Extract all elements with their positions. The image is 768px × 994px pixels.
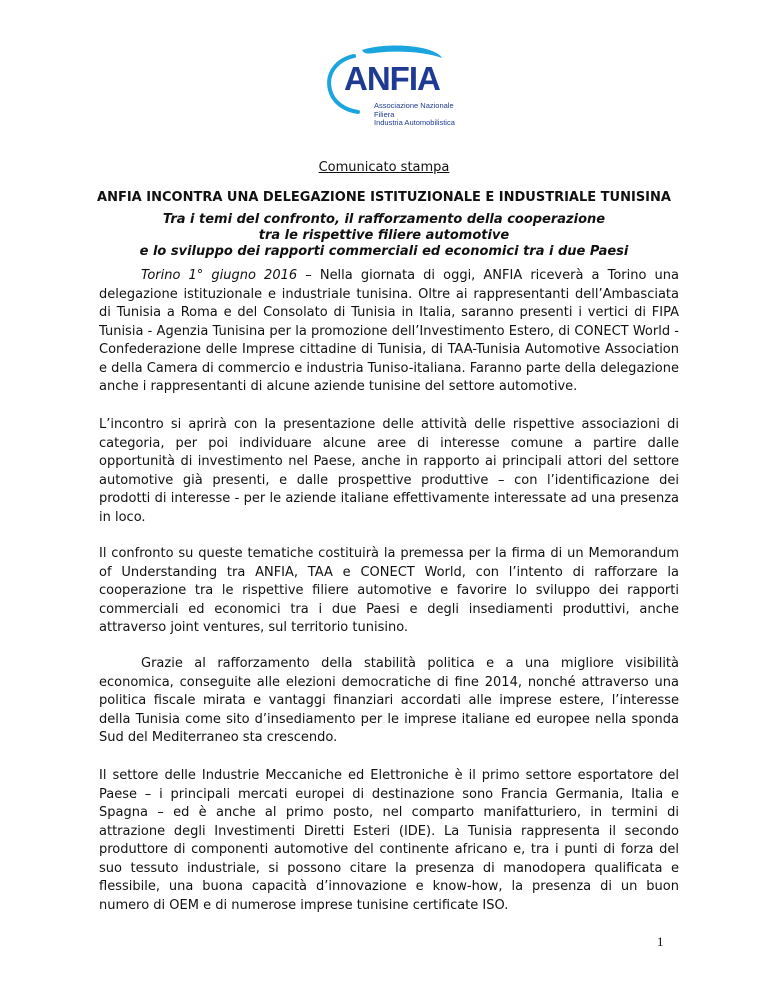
document-title: ANFIA INCONTRA UNA DELEGAZIONE ISTITUZIONALE E INDUSTRIALE TUNISINA (97, 190, 671, 205)
page-number: 1 (657, 934, 664, 949)
paragraph-meeting: L’incontro si aprirà con la presentazione delle attività delle rispettive associazioni di categoria, per poi individuare alcune aree di interesse comune a partire dalle opportunità di investimento nel Paese, anche in rapporto ai principali attori del settore automotive già presenti, e dalle prospettive produttive – con l’identificazione dei prodotti di interesse - per le aziende italiane effettivamente interessate ad una presenza in loco. (99, 417, 679, 525)
anfia-logo (318, 42, 458, 126)
document-subtitle (60, 212, 708, 260)
press-release-label: Comunicato stampa (318, 160, 450, 175)
paragraph-stability: Grazie al rafforzamento della stabilità politica e a una migliore visibilità economica, conseguite alle elezioni democratiche di fine 2014, nonché attraverso una politica fiscale mirata e vantaggi finanziari accordati alle imprese estere, l’interesse della Tunisia come sito d’insediamento per le imprese italiane ed europee nella sponda Sud del Mediterraneo sta crescendo. (99, 656, 679, 745)
paragraph-intro (99, 267, 679, 397)
subtitle-line: tra le rispettive filiere automotive (258, 228, 510, 243)
paragraph-memorandum: Il confronto su queste tematiche costituirà la premessa per la firma di un Memorandum of Understanding tra ANFIA, TAA e CONECT World, con l’intento di rafforzare la cooperazione tra le rispettive filiere automotive e favorire lo sviluppo dei rapporti commerciali ed economici tra i due Paesi e degli insediamenti produttivi, anche attraverso joint ventures, sul territorio tunisino. (99, 546, 679, 635)
logo-subtitle (374, 102, 455, 128)
logo-subtitle-line: Industria Automobilistica (374, 118, 455, 128)
paragraph-intro-text: – Nella giornata di oggi, ANFIA riceverà a Torino una delegazione istituzionale e industriale tunisina. Oltre ai rappresentanti dell’Ambasciata di Tunisia a Roma e del Consolato di Tunisia in Italia, saranno presenti i vertici di FIPA Tunisia - Agenzia Tunisina per la promozione dell’Investimento Estero, di CONECT World - Confederazione delle Imprese cittadine di Tunisia, di TAA-Tunisia Automotive Association e della Camera di commercio e industria Tuniso-italiana. Faranno parte della delegazione anche i rappresentanti di alcune aziende tunisine del settore automotive. (99, 268, 679, 394)
logo-subtitle-line: Associazione Nazionale (374, 101, 454, 110)
subtitle-line: Tra i temi del confronto, il rafforzamento della cooperazione (162, 212, 606, 227)
paragraph-industry: Il settore delle Industrie Meccaniche ed Elettroniche è il primo settore esportatore del Paese – i principali mercati europei di destinazione sono Francia Germania, Italia e Spagna – ed è anche al primo posto, nel comparto manifatturiero, in termini di attrazione degli Investimenti Diretti Esteri (IDE). La Tunisia rappresenta il secondo produttore di componenti automotive del continente africano e, tra i punti di forza del suo tessuto industriale, si possono citare la presenza di manodopera qualificata e flessibile, una buona capacità d’innovazione e know-how, la presenza di un buon numero di OEM e di numerose imprese tunisine certificate ISO. (99, 768, 679, 913)
logo-wordmark: ANFIA (344, 60, 440, 97)
logo-subtitle-line: Filiera (374, 109, 395, 119)
dateline: Torino 1° giugno 2016 (141, 268, 298, 283)
subtitle-line: e lo sviluppo dei rapporti commerciali ed economici tra i due Paesi (139, 244, 629, 259)
